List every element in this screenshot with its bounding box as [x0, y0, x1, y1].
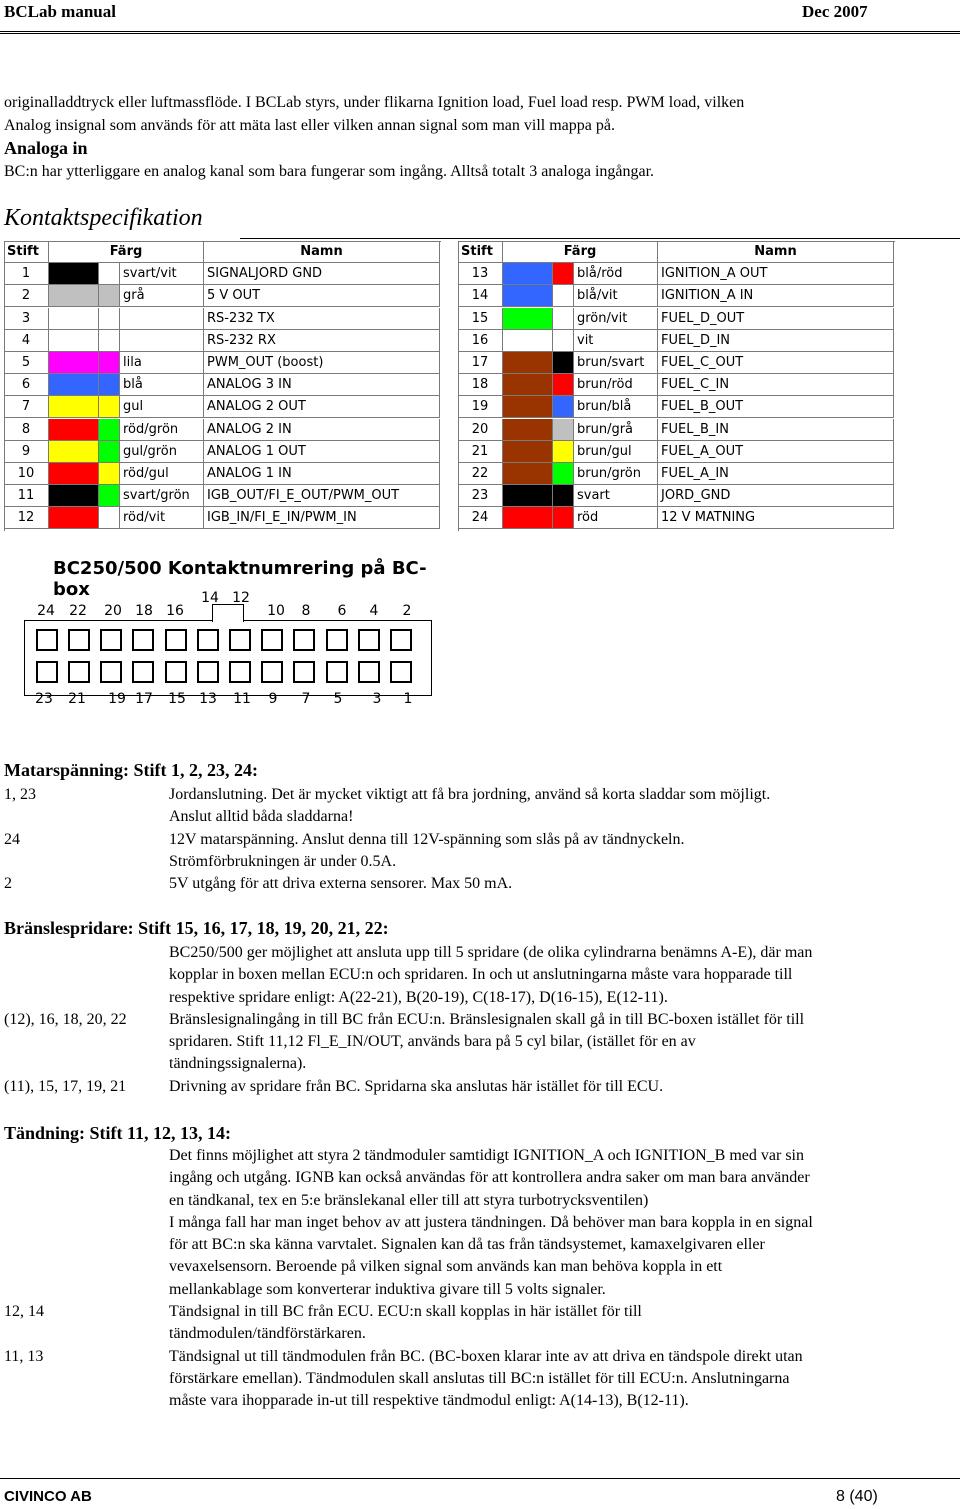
wire-color-swatch-primary [503, 308, 553, 330]
pin-row [458, 485, 894, 507]
pin-number: 7 [4, 396, 49, 418]
wire-color-name: röd/gul [120, 463, 204, 485]
connector-pin-socket [358, 661, 380, 683]
wire-color-name: svart/grön [120, 485, 204, 507]
pin-row [458, 330, 894, 352]
pin-description [169, 1076, 663, 1098]
description-line: vevaxelsensorn. Beroende på vilken signal som används kan man behöva koppla in ett [169, 1258, 723, 1276]
signal-name: RS-232 RX [204, 330, 440, 352]
pin-row [4, 396, 440, 418]
wire-color-swatch-secondary [99, 330, 120, 352]
wire-color-name: röd/grön [120, 419, 204, 441]
signal-name: PWM_OUT (boost) [204, 352, 440, 374]
pin-number: 9 [4, 441, 49, 463]
header-pin: Stift [4, 241, 49, 263]
signal-name: FUEL_A_OUT [658, 441, 894, 463]
connector-key-tab [212, 604, 244, 622]
wire-color-swatch-secondary [553, 463, 574, 485]
connector-top-number: 24 [37, 603, 55, 619]
connector-pin-socket [36, 661, 58, 683]
wire-color-swatch-primary [503, 263, 553, 285]
connector-pin-socket [293, 661, 315, 683]
pin-number: 12 [4, 507, 49, 529]
wire-color-swatch-secondary [99, 463, 120, 485]
wire-color-swatch-primary [503, 330, 553, 352]
connector-bottom-number: 19 [108, 691, 126, 707]
signal-name: FUEL_D_IN [658, 330, 894, 352]
wire-color-swatch-secondary [553, 352, 574, 374]
wire-color-swatch-primary [503, 285, 553, 307]
ignition-heading: Tändning: Stift 11, 12, 13, 14: [4, 1123, 232, 1143]
pin-number: 5 [4, 352, 49, 374]
signal-name: ANALOG 2 IN [204, 419, 440, 441]
pin-row [458, 441, 894, 463]
wire-color-swatch-primary [503, 485, 553, 507]
signal-name: ANALOG 2 OUT [204, 396, 440, 418]
pin-description [169, 873, 512, 895]
connector-title: BC250/500 Kontaktnumrering på BC-box [53, 558, 427, 600]
wire-color-name: brun/grön [574, 463, 658, 485]
description-line: spridaren. Stift 11,12 Fl_E_IN/OUT, används bara på 5 cyl bilar, (istället för en av [169, 1033, 696, 1051]
pin-number: 14 [458, 285, 503, 307]
description-line: ingång och utgång. IGNB kan också användas för att kontrollera andra saker om man bara använder [169, 1169, 810, 1187]
wire-color-swatch-secondary [553, 285, 574, 307]
wire-color-name: lila [120, 352, 204, 374]
pin-row [4, 463, 440, 485]
analog-heading: Analoga in [4, 138, 88, 158]
description-line: Strömförbrukningen är under 0.5A. [169, 852, 397, 870]
wire-color-name: svart/vit [120, 263, 204, 285]
connector-pin-socket [229, 661, 251, 683]
pin-label: (12), 16, 18, 20, 22 [4, 1010, 127, 1028]
pin-label: 1, 23 [4, 786, 36, 803]
pin-number: 21 [458, 441, 503, 463]
wire-color-name: vit [574, 330, 658, 352]
page-number: 8 (40) [836, 1488, 878, 1505]
description-line: Tändsignal ut till tändmodulen från BC. (BC-boxen klarar inte av att driva en tändspole direkt utan [169, 1347, 803, 1365]
pin-number: 20 [458, 419, 503, 441]
connector-pin-socket [326, 629, 348, 651]
wire-color-name: röd [574, 507, 658, 529]
manual-title: BCLab manual [4, 2, 116, 21]
description-line: Drivning av spridare från BC. Spridarna ska anslutas här istället för till ECU. [169, 1077, 664, 1095]
pin-number: 17 [458, 352, 503, 374]
signal-name: 12 V MATNING [658, 507, 894, 529]
description-line: Bränslesignalingång in till BC från ECU:n. Bränslesignalen skall gå in till BC-boxen istället för till [169, 1010, 805, 1028]
description-line: respektive spridare enligt: A(22-21), B(20-19), C(18-17), D(16-15), E(12-11). [169, 988, 668, 1006]
pin-description [169, 1301, 642, 1346]
pin-label: (11), 15, 17, 19, 21 [4, 1077, 127, 1095]
connector-top-number: 8 [301, 603, 311, 619]
connector-pin-socket [390, 661, 412, 683]
header-name: Namn [204, 241, 440, 263]
connector-pin-socket [132, 661, 154, 683]
signal-name: ANALOG 1 OUT [204, 441, 440, 463]
wire-color-swatch-secondary [99, 263, 120, 285]
wire-color-swatch-primary [49, 463, 99, 485]
company-name: CIVINCO AB [4, 1488, 92, 1505]
signal-name: JORD_GND [658, 485, 894, 507]
wire-color-swatch-secondary [99, 419, 120, 441]
signal-name: FUEL_B_IN [658, 419, 894, 441]
pin-row [4, 419, 440, 441]
signal-name: FUEL_C_OUT [658, 352, 894, 374]
connector-bottom-number: 23 [35, 691, 53, 707]
pin-label: 24 [4, 830, 20, 848]
description-line: Anslut alltid båda sladdarna! [169, 808, 354, 826]
connector-bottom-number: 15 [168, 691, 186, 707]
fuel-heading: Bränslespridare: Stift 15, 16, 17, 18, 19, 20, 21, 22: [4, 918, 389, 938]
description-line: tändmodulen/tändförstärkaren. [169, 1325, 366, 1343]
pin-description [169, 1346, 803, 1413]
description-line: BC250/500 ger möjlighet att ansluta upp till 5 spridare (de olika cylindrarna benämns A-E), där man [169, 944, 813, 961]
pin-number: 13 [458, 263, 503, 285]
wire-color-swatch-primary [49, 396, 99, 418]
wire-color-swatch-secondary [553, 330, 574, 352]
wire-color-name: blå/röd [574, 263, 658, 285]
pin-row [458, 285, 894, 307]
wire-color-swatch-primary [503, 419, 553, 441]
wire-color-name: grön/vit [574, 308, 658, 330]
signal-name: 5 V OUT [204, 285, 440, 307]
kontakt-title-rule [240, 238, 960, 239]
wire-color-swatch-secondary [99, 441, 120, 463]
connector-bottom-number: 1 [403, 691, 413, 707]
signal-name: IGB_IN/FI_E_IN/PWM_IN [204, 507, 440, 529]
connector-pin-socket [100, 629, 122, 651]
wire-color-swatch-primary [49, 441, 99, 463]
wire-color-swatch-primary [49, 485, 99, 507]
intro-line-1: originalladdtryck eller luftmassflöde. I BCLab styrs, under flikarna Ignition load, Fuel load resp. PWM load, vilken [4, 94, 745, 111]
pin-number: 24 [458, 507, 503, 529]
pin-row [4, 507, 440, 529]
intro-line-2: Analog insignal som används för att mäta last eller vilken annan signal som man vill mappa på. [4, 117, 615, 134]
footer-rule [0, 1478, 960, 1479]
connector-top-number: 18 [135, 603, 153, 619]
wire-color-swatch-primary [49, 507, 99, 529]
wire-color-swatch-secondary [99, 308, 120, 330]
connector-pin-socket [165, 661, 187, 683]
wire-color-name: brun/blå [574, 396, 658, 418]
signal-name: FUEL_C_IN [658, 374, 894, 396]
pin-description [169, 1145, 813, 1301]
pin-number: 16 [458, 330, 503, 352]
signal-name: FUEL_D_OUT [658, 308, 894, 330]
wire-color-swatch-secondary [99, 485, 120, 507]
description-line: tändningssignalerna). [169, 1055, 307, 1073]
pin-row [4, 441, 440, 463]
pin-number: 18 [458, 374, 503, 396]
wire-color-name: gul [120, 396, 204, 418]
wire-color-swatch-primary [49, 263, 99, 285]
signal-name: SIGNALJORD GND [204, 263, 440, 285]
signal-name: FUEL_B_OUT [658, 396, 894, 418]
wire-color-swatch-primary [49, 330, 99, 352]
pin-description [169, 1009, 804, 1076]
connector-top-number: 6 [337, 603, 347, 619]
pin-label: 2 [4, 875, 12, 893]
wire-color-swatch-secondary [553, 396, 574, 418]
wire-color-name: grå [120, 285, 204, 307]
connector-pin-socket [261, 661, 283, 683]
analog-text: BC:n har ytterliggare en analog kanal som bara fungerar som ingång. Alltså totalt 3 analoga ingångar. [4, 163, 655, 180]
wire-color-swatch-secondary [99, 374, 120, 396]
wire-color-swatch-secondary [99, 352, 120, 374]
pin-row [458, 419, 894, 441]
description-line: för att BC:n ska känna varvtalet. Signalen kan då tas från tändsystemet, kamaxelgivaren eller [169, 1236, 765, 1254]
wire-color-name: brun/röd [574, 374, 658, 396]
pin-row [4, 352, 440, 374]
wire-color-swatch-secondary [553, 263, 574, 285]
connector-pin-socket [36, 629, 58, 651]
header-pin: Stift [458, 241, 503, 263]
signal-name: ANALOG 1 IN [204, 463, 440, 485]
description-line: I många fall har man inget behov av att justera tändningen. Då behöver man bara koppla in en signal [169, 1213, 813, 1231]
wire-color-swatch-secondary [553, 374, 574, 396]
pin-number: 11 [4, 485, 49, 507]
description-line: Jordanslutning. Det är mycket viktigt att få bra jordning, använd så korta sladdar som möjligt. [169, 786, 771, 803]
pin-number: 19 [458, 396, 503, 418]
wire-color-swatch-primary [49, 419, 99, 441]
pin-description [169, 829, 685, 874]
description-line: 12V matarspänning. Anslut denna till 12V-spänning som slås på av tändnyckeln. [169, 830, 685, 848]
wire-color-swatch-primary [503, 463, 553, 485]
pin-table-header-row [4, 241, 440, 263]
wire-color-swatch-primary [49, 285, 99, 307]
pin-row [458, 374, 894, 396]
wire-color-swatch-primary [503, 352, 553, 374]
description-line: Det finns möjlighet att styra 2 tändmoduler samtidigt IGNITION_A och IGNITION_B med var sin [169, 1147, 804, 1164]
page-header [0, 0, 960, 40]
pin-label: 12, 14 [4, 1303, 44, 1321]
connector-top-number: 20 [104, 603, 122, 619]
signal-name: RS-232 TX [204, 308, 440, 330]
pin-number: 1 [4, 263, 49, 285]
wire-color-swatch-primary [503, 374, 553, 396]
connector-pin-socket [165, 629, 187, 651]
wire-color-swatch-secondary [553, 419, 574, 441]
wire-color-name: svart [574, 485, 658, 507]
pin-number: 22 [458, 463, 503, 485]
header-name: Namn [658, 241, 894, 263]
wire-color-name: röd/vit [120, 507, 204, 529]
header-color: Färg [49, 241, 204, 263]
wire-color-name [120, 330, 204, 352]
pin-row [4, 308, 440, 330]
pin-number: 4 [4, 330, 49, 352]
power-heading: Matarspänning: Stift 1, 2, 23, 24: [4, 760, 259, 780]
description-line: mellankablage som konverterar induktiva givare till 5 volts signaler. [169, 1280, 606, 1298]
wire-color-swatch-primary [49, 374, 99, 396]
pin-row [458, 308, 894, 330]
pin-row [4, 485, 440, 507]
description-line: förstärkare emellan). Tändmodulen skall anslutas till BC:n istället för till ECU:n. Anslutningarna [169, 1369, 790, 1387]
pin-row [4, 330, 440, 352]
connector-bottom-number: 9 [268, 691, 278, 707]
description-line: kopplar in boxen mellan ECU:n och spridaren. In och ut anslutningarna måste vara hopparade till [169, 966, 793, 984]
connector-pin-socket [326, 661, 348, 683]
pin-row [4, 285, 440, 307]
header-rule [0, 31, 960, 34]
pin-number: 10 [4, 463, 49, 485]
kontakt-title: Kontaktspecifikation [4, 205, 203, 231]
wire-color-swatch-primary [49, 352, 99, 374]
wire-color-name: blå [120, 374, 204, 396]
pin-number: 2 [4, 285, 49, 307]
connector-bottom-number: 7 [301, 691, 311, 707]
signal-name: FUEL_A_IN [658, 463, 894, 485]
pin-row [458, 263, 894, 285]
wire-color-swatch-primary [49, 308, 99, 330]
connector-bottom-number: 13 [199, 691, 217, 707]
connector-top-number: 10 [267, 603, 285, 619]
header-color: Färg [503, 241, 658, 263]
wire-color-swatch-secondary [553, 507, 574, 529]
connector-pin-socket [197, 661, 219, 683]
pin-number: 3 [4, 308, 49, 330]
wire-color-swatch-primary [503, 396, 553, 418]
wire-color-name: blå/vit [574, 285, 658, 307]
description-line: 5V utgång för att driva externa sensorer. Max 50 mA. [169, 875, 513, 893]
pin-number: 15 [458, 308, 503, 330]
connector-top-number: 2 [402, 603, 412, 619]
header-date: Dec 2007 [802, 2, 868, 21]
connector-pin-socket [68, 629, 90, 651]
connector-pin-socket [132, 629, 154, 651]
connector-pin-socket [261, 629, 283, 651]
pin-row [4, 374, 440, 396]
wire-color-name: brun/svart [574, 352, 658, 374]
pin-table-header-row [458, 241, 894, 263]
connector-diagram [20, 558, 440, 718]
connector-bottom-number: 17 [135, 691, 153, 707]
connector-bottom-number: 3 [372, 691, 382, 707]
signal-name: IGNITION_A OUT [658, 263, 894, 285]
description-line: en tändkanal, tex en 5:e bränslekanal eller till att styra turbotrycksventilen) [169, 1191, 649, 1209]
connector-pin-socket [68, 661, 90, 683]
wire-color-name: gul/grön [120, 441, 204, 463]
pin-description [169, 942, 812, 1009]
connector-top-number: 4 [369, 603, 379, 619]
description-line: måste vara ihopparade in-ut till respektive tändmodul enligt: A(14-13), B(12-11). [169, 1392, 689, 1410]
connector-top-number: 14 [201, 590, 219, 606]
connector-pin-socket [197, 629, 219, 651]
pin-row [458, 463, 894, 485]
description-line: Tändsignal in till BC från ECU. ECU:n skall kopplas in här istället för till [169, 1303, 642, 1321]
wire-color-swatch-secondary [99, 285, 120, 307]
pin-number: 6 [4, 374, 49, 396]
signal-name: IGB_OUT/FI_E_OUT/PWM_OUT [204, 485, 440, 507]
pin-number: 23 [458, 485, 503, 507]
connector-top-number: 12 [232, 590, 250, 606]
wire-color-swatch-secondary [99, 396, 120, 418]
connector-pin-socket [390, 629, 412, 651]
pin-row [4, 263, 440, 285]
pin-number: 8 [4, 419, 49, 441]
pin-row [458, 507, 894, 529]
connector-pin-socket [100, 661, 122, 683]
wire-color-swatch-primary [503, 507, 553, 529]
connector-top-number: 22 [69, 603, 87, 619]
connector-bottom-number: 11 [233, 691, 251, 707]
connector-pin-socket [293, 629, 315, 651]
connector-pin-socket [358, 629, 380, 651]
connector-top-number: 16 [166, 603, 184, 619]
wire-color-swatch-secondary [553, 485, 574, 507]
signal-name: ANALOG 3 IN [204, 374, 440, 396]
wire-color-name [120, 308, 204, 330]
connector-bottom-number: 5 [333, 691, 343, 707]
connector-bottom-number: 21 [68, 691, 86, 707]
wire-color-swatch-secondary [99, 507, 120, 529]
pin-row [458, 396, 894, 418]
wire-color-swatch-secondary [553, 441, 574, 463]
pin-label: 11, 13 [4, 1347, 44, 1365]
wire-color-name: brun/grå [574, 419, 658, 441]
wire-color-swatch-secondary [553, 308, 574, 330]
signal-name: IGNITION_A IN [658, 285, 894, 307]
pin-row [458, 352, 894, 374]
wire-color-swatch-primary [503, 441, 553, 463]
pin-description [169, 784, 770, 829]
connector-pin-socket [229, 629, 251, 651]
wire-color-name: brun/gul [574, 441, 658, 463]
